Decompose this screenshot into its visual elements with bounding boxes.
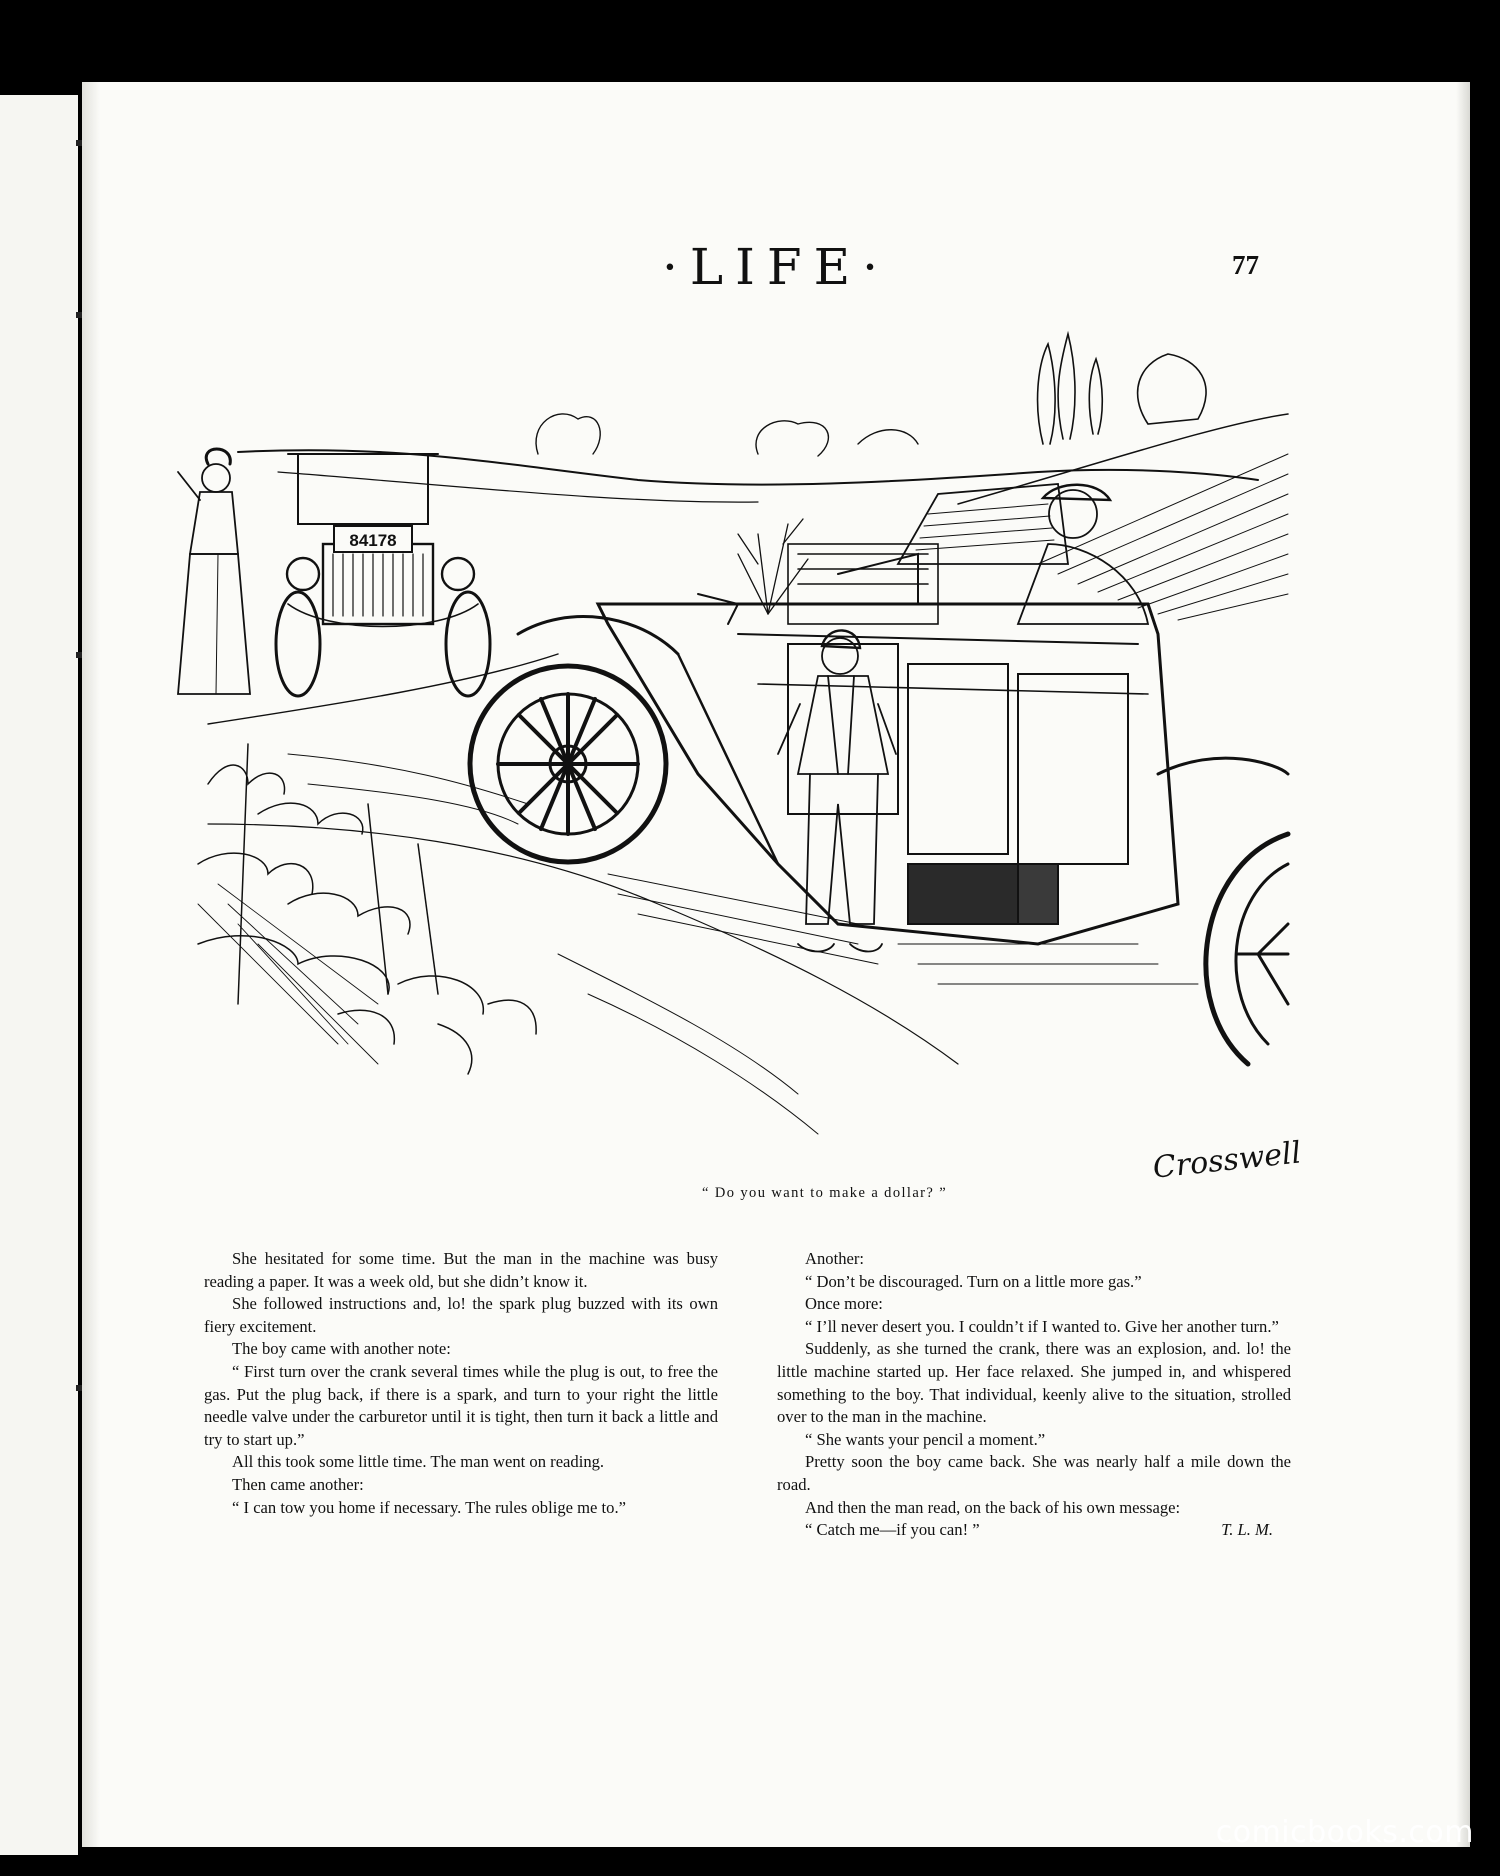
facing-page-edge [0, 95, 78, 1855]
story-paragraph: “ Don’t be discouraged. Turn on a little more gas.” [805, 1271, 1142, 1291]
author-initials: T. L. M. [1221, 1520, 1273, 1540]
woman-figure [178, 449, 250, 694]
roadside-foliage [198, 744, 536, 1074]
page-edge-shadow [1456, 82, 1470, 1847]
license-plate: 84178 [349, 531, 397, 550]
story-paragraph: “ She wants your pencil a moment.” [805, 1429, 1046, 1449]
page-number: 77 [1232, 250, 1259, 280]
touring-car [470, 544, 1288, 1064]
masthead-title: ·LIFE· [662, 238, 890, 296]
foliage-shading [198, 884, 378, 1064]
story-paragraph: And then the man read, on the back of his own message: [805, 1497, 1181, 1517]
story-paragraph: The boy came with another note: [232, 1339, 451, 1359]
story-paragraph: Once more: [805, 1294, 883, 1314]
site-watermark: comicbooks.com [1215, 1815, 1474, 1850]
story-paragraph: She hesitated for some time. But the man in the machine was busy reading a paper. It was a week old, but she didn’t know it. [204, 1249, 718, 1291]
story-column-left [204, 1248, 718, 1519]
road-ruts [288, 754, 818, 1134]
story-paragraph: She followed instructions and, lo! the spark plug buzzed with its own fiery excitement. [204, 1294, 718, 1336]
motorcar-illustration [138, 304, 1428, 1224]
story-paragraph: Pretty soon the boy came back. She was nearly half a mile down the road. [777, 1452, 1291, 1494]
closing-quote: “ Catch me—if you can! ” [805, 1520, 980, 1540]
story-paragraph: “ I’ll never desert you. I couldn’t if I wanted to. Give her another turn.” [805, 1316, 1279, 1336]
artist-signature: Crosswell [1151, 1135, 1303, 1186]
story-paragraph: All this took some little time. The man went on reading. [232, 1452, 605, 1472]
story-column-right [777, 1248, 1291, 1542]
gutter-shadow [82, 82, 100, 1847]
windshield [788, 544, 938, 624]
wheel-spokes [498, 694, 638, 834]
small-runabout-car [276, 454, 490, 696]
poplar-trees [1038, 334, 1207, 444]
boy-in-overalls [778, 630, 896, 951]
story-paragraph: “ I can tow you home if necessary. The rules oblige me to.” [232, 1497, 626, 1517]
story-paragraph: “ First turn over the crank several times while the plug is out, to free the gas. Put the plug back, if there is a spark, and turn to your right the little needle valve under the carburetor until it is tight, then turn it back a little and try to start up.” [204, 1361, 718, 1449]
story-paragraph: Suddenly, as she turned the crank, there was an explosion, and. lo! the little machine started up. Her face relaxed. She jumped in, and whispered something to the boy. That individual, keenly alive to the situation, strolled over to the man in the machine. [777, 1339, 1291, 1427]
bare-shrub [738, 519, 808, 614]
magazine-page [82, 82, 1470, 1847]
story-paragraph: Then came another: [232, 1474, 364, 1494]
distant-bushes [536, 414, 918, 456]
illustration-caption: “ Do you want to make a dollar? ” [702, 1185, 948, 1201]
story-paragraph: Another: [805, 1249, 864, 1268]
story-closing-line [777, 1519, 1291, 1542]
